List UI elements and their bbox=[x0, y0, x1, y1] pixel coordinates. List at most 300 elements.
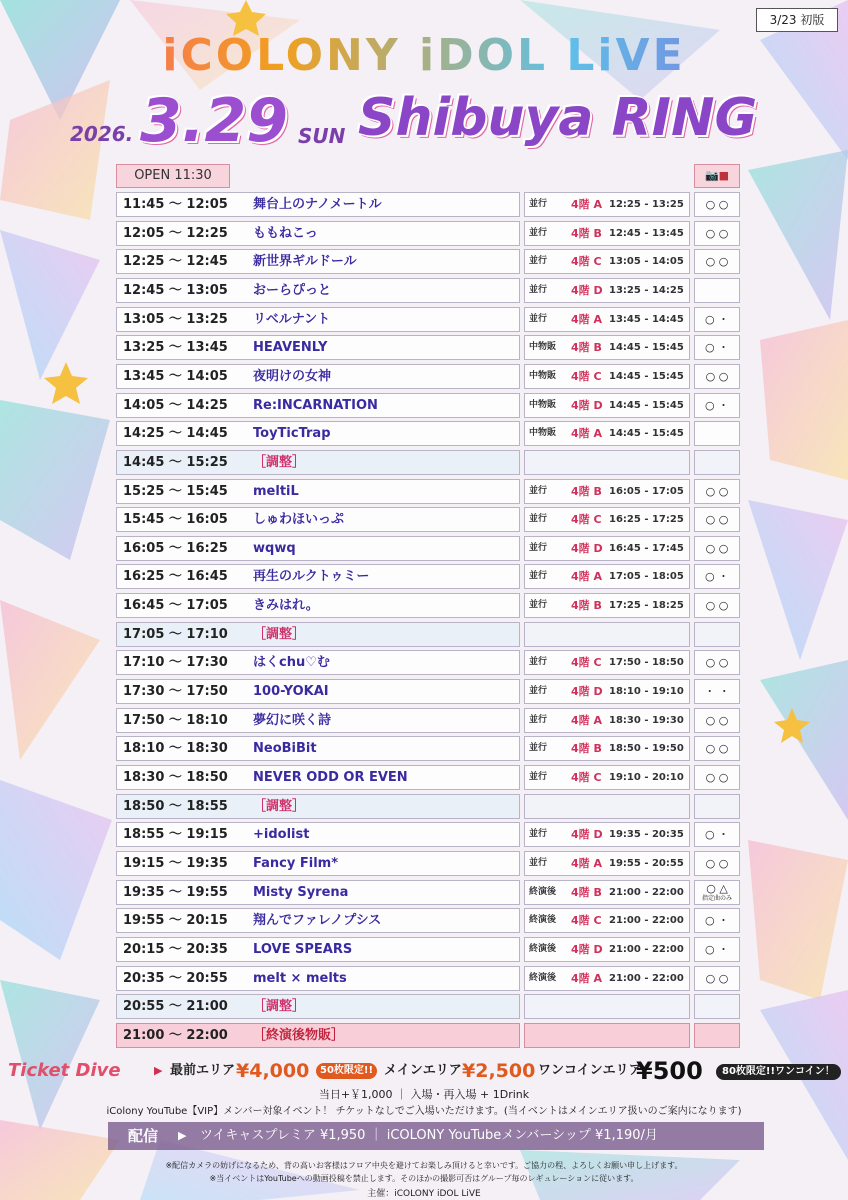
merch-type: 並行 bbox=[529, 657, 548, 668]
merch-cell bbox=[524, 421, 690, 446]
merch-type: 中物販 bbox=[529, 370, 557, 381]
schedule-row bbox=[116, 479, 740, 504]
performance-cell bbox=[116, 851, 520, 876]
performance-time: 14:05 ～ 14:25 bbox=[123, 397, 228, 413]
photo-permission-cell bbox=[694, 536, 740, 561]
performance-cell bbox=[116, 307, 520, 332]
performer-name: リベルナント bbox=[253, 311, 331, 327]
photo-permission: ○ ○ bbox=[705, 541, 729, 555]
performance-cell bbox=[116, 421, 520, 446]
merch-time: 21:00 - 22:00 bbox=[609, 915, 684, 927]
performance-time: 11:45 ～ 12:05 bbox=[123, 197, 228, 212]
performer-name: ［調整］ bbox=[253, 798, 306, 814]
merch-time: 14:45 - 15:45 bbox=[609, 370, 684, 382]
photo-permission-cell bbox=[694, 221, 740, 246]
merch-time: 13:45 - 14:45 bbox=[609, 313, 684, 325]
schedule-row bbox=[116, 765, 740, 790]
photo-permission-cell bbox=[694, 708, 740, 733]
edition-badge: 3/23 初版 bbox=[756, 8, 838, 32]
merch-floor: 4階 A bbox=[571, 427, 602, 441]
performer-name: NEVER ODD OR EVEN bbox=[253, 770, 408, 785]
merch-type: 並行 bbox=[529, 227, 548, 238]
photo-permission: ○ ・ bbox=[704, 914, 730, 928]
merch-type: 終演後 bbox=[529, 915, 557, 926]
performance-time: 19:55 ～ 20:15 bbox=[123, 913, 228, 929]
merch-floor: 4階 C bbox=[571, 369, 602, 383]
event-date-venue bbox=[60, 86, 800, 156]
performance-cell bbox=[116, 335, 520, 360]
performer-name: きみはれ。 bbox=[253, 598, 319, 614]
photo-permission-cell bbox=[694, 364, 740, 389]
photo-permission-cell bbox=[694, 421, 740, 446]
performance-cell bbox=[116, 593, 520, 618]
merch-cell bbox=[524, 479, 690, 504]
photo-permission: ○ ○ bbox=[705, 713, 729, 727]
schedule-row bbox=[116, 908, 740, 933]
merch-time: 14:45 - 15:45 bbox=[609, 428, 684, 440]
performer-name: しゅわほいっぷ bbox=[253, 512, 345, 528]
merch-time: 18:10 - 19:10 bbox=[609, 686, 684, 698]
streaming-banner bbox=[108, 1122, 764, 1150]
schedule-row bbox=[116, 880, 740, 905]
final-merch-row bbox=[116, 1023, 740, 1048]
performance-cell bbox=[116, 278, 520, 303]
photo-permission-cell bbox=[694, 937, 740, 962]
performer-name: ［調整］ bbox=[253, 454, 306, 470]
merch-cell bbox=[524, 851, 690, 876]
merch-time: 17:05 - 18:05 bbox=[609, 571, 684, 583]
streaming-prices: ツイキャスプレミア ¥1,950 ｜ iCOLONY YouTubeメンバーシップ ¥1,190/月 bbox=[200, 1128, 658, 1143]
merch-floor: 4階 B bbox=[571, 885, 602, 899]
performance-time: 15:25 ～ 15:45 bbox=[123, 483, 228, 499]
merch-cell bbox=[524, 937, 690, 962]
merch-time: 17:50 - 18:50 bbox=[609, 657, 684, 669]
merch-cell bbox=[524, 192, 690, 217]
merch-cell bbox=[524, 364, 690, 389]
photo-permission: ○ ・ bbox=[704, 570, 730, 584]
schedule-row bbox=[116, 679, 740, 704]
merch-floor: 4階 A bbox=[571, 198, 602, 211]
merch-type: 並行 bbox=[529, 485, 548, 496]
performance-time: 12:25 ～ 12:45 bbox=[123, 254, 228, 270]
photo-permission: ○ ○ bbox=[705, 255, 729, 269]
photo-permission: ○ △ bbox=[706, 881, 728, 895]
photo-permission-cell bbox=[694, 450, 740, 475]
schedule-row bbox=[116, 966, 740, 991]
schedule-adjust-row bbox=[116, 994, 740, 1019]
merch-type: 中物販 bbox=[529, 342, 557, 353]
merch-time: 14:45 - 15:45 bbox=[609, 399, 684, 411]
merch-floor: 4階 B bbox=[571, 484, 602, 498]
door-price-note: 当日+￥1,000 ｜ 入場・再入場 + 1Drink bbox=[318, 1088, 530, 1101]
performance-time: 20:55 ～ 21:00 bbox=[123, 999, 228, 1015]
merch-floor: 4階 B bbox=[571, 742, 602, 756]
photo-permission-cell bbox=[694, 1023, 740, 1048]
merch-time: 16:45 - 17:45 bbox=[609, 542, 684, 554]
performance-time: 14:25 ～ 14:45 bbox=[123, 426, 228, 442]
merch-time: 21:00 - 22:00 bbox=[609, 943, 684, 955]
performance-cell bbox=[116, 221, 520, 246]
merch-cell bbox=[524, 536, 690, 561]
schedule-row bbox=[116, 937, 740, 962]
merch-floor: 4階 C bbox=[571, 914, 602, 928]
performance-cell bbox=[116, 908, 520, 933]
photo-permission-cell bbox=[694, 650, 740, 675]
merch-floor: 4階 A bbox=[571, 570, 602, 584]
merch-cell bbox=[524, 307, 690, 332]
ticket-dive-logo: Ticket Dive bbox=[8, 1060, 121, 1081]
photo-permission-cell bbox=[694, 994, 740, 1019]
front-area-label: 最前エリア bbox=[170, 1063, 236, 1078]
performer-name: Re:INCARNATION bbox=[253, 397, 378, 413]
photo-permission-cell bbox=[694, 507, 740, 532]
photo-permission: ○ ・ bbox=[704, 312, 730, 326]
performance-cell bbox=[116, 393, 520, 418]
photo-permission-cell bbox=[694, 479, 740, 504]
performer-name: 翔んでファレノプシス bbox=[253, 913, 382, 929]
merch-time: 12:25 - 13:25 bbox=[609, 199, 684, 210]
merch-type: 並行 bbox=[529, 199, 548, 209]
merch-cell bbox=[524, 794, 690, 819]
schedule-row bbox=[116, 822, 740, 847]
photo-permission-cell bbox=[694, 192, 740, 217]
merch-type: 終演後 bbox=[529, 943, 557, 954]
merch-time: 12:45 - 13:45 bbox=[609, 227, 684, 239]
merch-time: 17:25 - 18:25 bbox=[609, 600, 684, 612]
performer-name: meltiL bbox=[253, 483, 299, 499]
schedule-row bbox=[116, 708, 740, 733]
merch-floor: 4階 D bbox=[571, 541, 603, 555]
photo-permission-cell bbox=[694, 335, 740, 360]
event-venue: Shibuya RING bbox=[358, 88, 758, 148]
photo-permission: ○ ・ bbox=[704, 828, 730, 842]
photo-permission: ○ ○ bbox=[705, 226, 729, 240]
performance-time: 13:25 ～ 13:45 bbox=[123, 340, 228, 356]
performance-time: 12:45 ～ 13:05 bbox=[123, 282, 228, 298]
camera-video-icon: 📷■ bbox=[694, 164, 740, 188]
merch-type: 並行 bbox=[529, 857, 548, 868]
organizer: 主催：iCOLONY iDOL LiVE bbox=[367, 1189, 481, 1199]
merch-type: 並行 bbox=[529, 542, 548, 553]
photo-permission: ○ ○ bbox=[705, 198, 729, 211]
merch-type: 並行 bbox=[529, 743, 548, 754]
merch-cell bbox=[524, 507, 690, 532]
merch-type: 中物販 bbox=[529, 399, 557, 410]
performer-name: +idolist bbox=[253, 827, 310, 843]
performance-cell bbox=[116, 364, 520, 389]
merch-cell bbox=[524, 1023, 690, 1048]
main-area-label: メインエリア bbox=[384, 1063, 462, 1078]
performance-time: 17:05 ～ 17:10 bbox=[123, 626, 228, 642]
schedule-row bbox=[116, 736, 740, 761]
photo-permission-cell bbox=[694, 908, 740, 933]
photo-permission: ○ ○ bbox=[705, 484, 729, 498]
merch-cell bbox=[524, 765, 690, 790]
merch-type: 並行 bbox=[529, 772, 548, 782]
photo-permission: ○ ・ bbox=[704, 341, 730, 355]
merch-time: 13:25 - 14:25 bbox=[609, 284, 684, 296]
merch-floor: 4階 B bbox=[571, 226, 602, 240]
performer-name: おーらぴっと bbox=[253, 282, 332, 298]
performance-time: 19:15 ～ 19:35 bbox=[123, 855, 228, 871]
performance-time: 18:30 ～ 18:50 bbox=[123, 770, 228, 785]
performance-cell bbox=[116, 937, 520, 962]
performer-name: 舞台上のナノメートル bbox=[253, 197, 382, 212]
merch-floor: 4階 D bbox=[571, 398, 603, 412]
photo-permission-cell bbox=[694, 765, 740, 790]
performance-time: 15:45 ～ 16:05 bbox=[123, 512, 228, 528]
merch-time: 19:10 - 20:10 bbox=[609, 772, 684, 783]
performance-cell bbox=[116, 966, 520, 991]
performer-name: ももねこっ bbox=[253, 225, 318, 241]
merch-floor: 4階 A bbox=[571, 312, 602, 326]
merch-cell bbox=[524, 708, 690, 733]
merch-floor: 4階 B bbox=[571, 341, 602, 355]
event-title: iCOLONY iDOL LiVE bbox=[0, 30, 848, 81]
schedule-row bbox=[116, 192, 740, 217]
performance-time: 13:45 ～ 14:05 bbox=[123, 368, 228, 384]
merch-cell bbox=[524, 622, 690, 647]
photo-permission: ○ ○ bbox=[705, 599, 729, 613]
merch-time: 16:25 - 17:25 bbox=[609, 514, 684, 526]
vip-member-note: iColony YouTube【VIP】メンバー対象イベント！ チケットなしでご入場いただけます。(当イベントはメインエリア扱いのご案内になります) bbox=[106, 1106, 742, 1117]
merch-floor: 4階 A bbox=[571, 713, 602, 727]
open-time: OPEN 11:30 bbox=[116, 164, 230, 188]
photo-permission-cell bbox=[694, 736, 740, 761]
performance-cell bbox=[116, 822, 520, 847]
photo-permission: ○ ・ bbox=[704, 398, 730, 412]
main-area-price: ¥2,500 bbox=[462, 1060, 536, 1082]
schedule-adjust-row bbox=[116, 450, 740, 475]
performer-name: 100-YOKAI bbox=[253, 684, 329, 700]
performer-name: ToyTicTrap bbox=[253, 426, 331, 442]
ticket-info bbox=[0, 1058, 848, 1084]
performer-name: HEAVENLY bbox=[253, 340, 328, 356]
performance-time: 20:15 ～ 20:35 bbox=[123, 941, 228, 957]
performance-cell bbox=[116, 450, 520, 475]
performer-name: はくchu♡む bbox=[253, 655, 330, 671]
merch-time: 19:55 - 20:55 bbox=[609, 857, 684, 869]
merch-cell bbox=[524, 650, 690, 675]
merch-floor: 4階 D bbox=[571, 942, 603, 956]
performer-name: 再生のルクトゥミー bbox=[253, 569, 370, 585]
merch-cell bbox=[524, 221, 690, 246]
performance-cell bbox=[116, 765, 520, 790]
performance-time: 17:50 ～ 18:10 bbox=[123, 712, 228, 728]
merch-floor: 4階 D bbox=[571, 283, 603, 297]
photo-permission-cell bbox=[694, 851, 740, 876]
performance-time: 19:35 ～ 19:55 bbox=[123, 884, 228, 900]
merch-type: 終演後 bbox=[529, 972, 557, 983]
performance-cell bbox=[116, 507, 520, 532]
one-coin-area-label: ワンコインエリア bbox=[538, 1063, 642, 1078]
performance-time: 13:05 ～ 13:25 bbox=[123, 311, 228, 327]
photo-permission-cell bbox=[694, 249, 740, 274]
schedule-row bbox=[116, 364, 740, 389]
front-area-price: ¥4,000 bbox=[236, 1060, 310, 1082]
performance-cell bbox=[116, 708, 520, 733]
performance-time: 14:45 ～ 15:25 bbox=[123, 454, 228, 470]
merch-cell bbox=[524, 736, 690, 761]
photo-permission: ○ ○ bbox=[705, 656, 729, 670]
photo-permission-note: 指定曲のみ bbox=[701, 894, 732, 902]
merch-cell bbox=[524, 679, 690, 704]
photo-permission-cell bbox=[694, 966, 740, 991]
schedule-row bbox=[116, 421, 740, 446]
merch-time: 21:00 - 22:00 bbox=[609, 886, 684, 898]
performance-time: 18:55 ～ 19:15 bbox=[123, 827, 228, 843]
photo-permission: ○ ○ bbox=[705, 971, 729, 985]
merch-cell bbox=[524, 994, 690, 1019]
photo-permission-cell bbox=[694, 593, 740, 618]
performance-cell bbox=[116, 1023, 520, 1048]
merch-floor: 4階 A bbox=[571, 856, 602, 870]
merch-floor: 4階 C bbox=[571, 513, 602, 527]
schedule-row bbox=[116, 536, 740, 561]
photo-permission: ○ ○ bbox=[705, 856, 729, 870]
merch-time: 16:05 - 17:05 bbox=[609, 485, 684, 497]
photo-permission-cell bbox=[694, 393, 740, 418]
performer-name: NeoBiBit bbox=[253, 741, 317, 757]
arrow-right-icon: ▶ bbox=[154, 1064, 163, 1077]
merch-time: 21:00 - 22:00 bbox=[609, 972, 684, 984]
schedule-row bbox=[116, 851, 740, 876]
photo-permission-cell bbox=[694, 822, 740, 847]
photo-permission-cell bbox=[694, 278, 740, 303]
performance-cell bbox=[116, 564, 520, 589]
schedule-row bbox=[116, 249, 740, 274]
performer-name: ［調整］ bbox=[253, 626, 306, 642]
performer-name: ［調整］ bbox=[253, 999, 306, 1015]
schedule-row bbox=[116, 335, 740, 360]
merch-time: 13:05 - 14:05 bbox=[609, 256, 684, 268]
photo-permission-cell bbox=[694, 880, 740, 905]
merch-type: 並行 bbox=[529, 714, 548, 725]
photo-permission: ・ ・ bbox=[704, 685, 730, 699]
schedule-row bbox=[116, 507, 740, 532]
performance-cell bbox=[116, 622, 520, 647]
performance-time: 20:35 ～ 20:55 bbox=[123, 970, 228, 986]
performance-time: 17:10 ～ 17:30 bbox=[123, 655, 228, 671]
performer-name: ［終演後物販］ bbox=[253, 1027, 345, 1043]
merch-cell bbox=[524, 393, 690, 418]
merch-cell bbox=[524, 908, 690, 933]
footer-note-camera: ※配信カメラの妨げになるため、背の高いお客様はフロア中央を避けてお楽しみ頂けると幸いです。ご協力の程、よろしくお願い申し上げます。 bbox=[165, 1161, 683, 1170]
merch-floor: 4階 A bbox=[571, 971, 602, 985]
merch-cell bbox=[524, 593, 690, 618]
merch-type: 終演後 bbox=[529, 886, 557, 897]
performance-cell bbox=[116, 479, 520, 504]
performance-cell bbox=[116, 536, 520, 561]
performance-time: 16:05 ～ 16:25 bbox=[123, 540, 228, 556]
schedule-row bbox=[116, 278, 740, 303]
schedule-row bbox=[116, 221, 740, 246]
merch-time: 19:35 - 20:35 bbox=[609, 829, 684, 841]
arrow-right-icon: ▶ bbox=[178, 1129, 187, 1142]
merch-time: 18:30 - 19:30 bbox=[609, 714, 684, 726]
performance-cell bbox=[116, 994, 520, 1019]
performance-time: 21:00 ～ 22:00 bbox=[123, 1027, 228, 1043]
merch-type: 並行 bbox=[529, 284, 548, 295]
merch-floor: 4階 B bbox=[571, 599, 602, 613]
performer-name: Misty Syrena bbox=[253, 884, 349, 900]
photo-permission-cell bbox=[694, 622, 740, 647]
photo-permission-cell bbox=[694, 794, 740, 819]
performance-time: 18:10 ～ 18:30 bbox=[123, 741, 228, 757]
merch-type: 並行 bbox=[529, 256, 548, 267]
photo-permission-cell bbox=[694, 564, 740, 589]
performance-time: 16:25 ～ 16:45 bbox=[123, 569, 228, 585]
photo-permission-cell bbox=[694, 679, 740, 704]
merch-cell bbox=[524, 564, 690, 589]
performance-cell bbox=[116, 736, 520, 761]
merch-floor: 4階 C bbox=[571, 771, 602, 784]
performance-cell bbox=[116, 880, 520, 905]
merch-type: 中物販 bbox=[529, 428, 557, 439]
merch-type: 並行 bbox=[529, 571, 548, 582]
photo-permission: ○ ○ bbox=[705, 742, 729, 756]
performance-cell bbox=[116, 192, 520, 217]
performer-name: 夜明けの女神 bbox=[253, 368, 332, 384]
schedule-adjust-row bbox=[116, 794, 740, 819]
schedule-row bbox=[116, 393, 740, 418]
merch-cell bbox=[524, 249, 690, 274]
event-weekday: SUN bbox=[298, 124, 346, 148]
performance-time: 17:30 ～ 17:50 bbox=[123, 684, 228, 700]
performer-name: 新世界ギルドール bbox=[253, 254, 357, 270]
performer-name: LOVE SPEARS bbox=[253, 941, 353, 957]
schedule-adjust-row bbox=[116, 622, 740, 647]
merch-cell bbox=[524, 880, 690, 905]
one-coin-limit-badge: 80枚限定!!ワンコイン！ bbox=[716, 1064, 841, 1080]
merch-type: 並行 bbox=[529, 514, 548, 525]
performance-time: 18:50 ～ 18:55 bbox=[123, 798, 228, 814]
performer-name: 夢幻に咲く詩 bbox=[253, 712, 332, 728]
merch-floor: 4階 C bbox=[571, 255, 602, 269]
performer-name: melt × melts bbox=[253, 970, 347, 986]
merch-floor: 4階 D bbox=[571, 685, 603, 699]
performance-cell bbox=[116, 249, 520, 274]
schedule-row bbox=[116, 593, 740, 618]
merch-time: 14:45 - 15:45 bbox=[609, 342, 684, 354]
merch-floor: 4階 C bbox=[571, 656, 602, 670]
merch-type: 並行 bbox=[529, 829, 548, 840]
performance-cell bbox=[116, 650, 520, 675]
merch-cell bbox=[524, 966, 690, 991]
merch-type: 並行 bbox=[529, 600, 548, 611]
merch-cell bbox=[524, 335, 690, 360]
merch-floor: 4階 D bbox=[571, 828, 603, 842]
performer-name: wqwq bbox=[253, 540, 296, 556]
front-area-limit-badge: 50枚限定!! bbox=[316, 1063, 377, 1079]
performance-time: 12:05 ～ 12:25 bbox=[123, 225, 228, 241]
performance-cell bbox=[116, 679, 520, 704]
performance-time: 16:45 ～ 17:05 bbox=[123, 598, 228, 614]
one-coin-area-price: ¥500 bbox=[636, 1057, 703, 1085]
merch-cell bbox=[524, 450, 690, 475]
merch-cell bbox=[524, 278, 690, 303]
photo-permission: ○ ○ bbox=[705, 771, 729, 784]
performer-name: Fancy Film* bbox=[253, 855, 338, 871]
photo-permission: ○ ○ bbox=[705, 513, 729, 527]
performance-cell bbox=[116, 794, 520, 819]
streaming-label: 配信 bbox=[128, 1127, 159, 1145]
merch-cell bbox=[524, 822, 690, 847]
schedule-row bbox=[116, 564, 740, 589]
merch-type: 並行 bbox=[529, 686, 548, 697]
photo-permission-cell bbox=[694, 307, 740, 332]
schedule-row bbox=[116, 307, 740, 332]
